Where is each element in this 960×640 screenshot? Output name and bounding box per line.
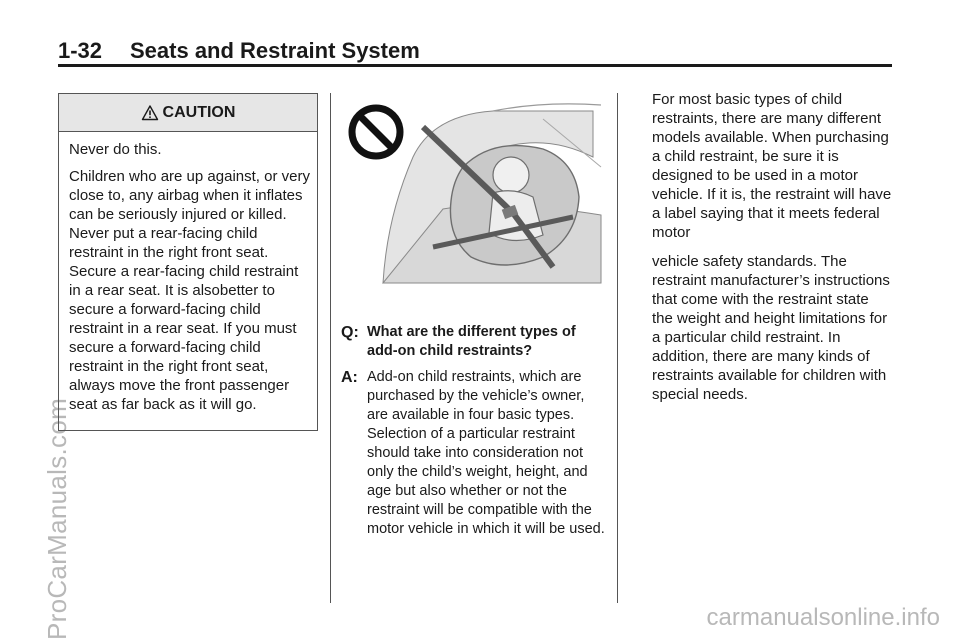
side-watermark: ProCarManuals.com: [42, 397, 72, 640]
page-number: 1-32: [58, 38, 103, 63]
answer-marker: A:: [341, 369, 358, 386]
caution-paragraph: Children who are up against, or very close to, any airbag when it inflates can be seriously injured or killed. Never put a rear-facing child restraint in the right front seat. Secure a rear-facing child restraint in a rear seat. It is alsobetter to secure a forward-facing child restraint in a rear seat. If you must secure a forward-facing child restraint in the right front seat, always move the front passenger seat as far back as it will go.: [69, 168, 310, 413]
caution-paragraph: Never do this.: [69, 141, 162, 158]
answer-text: Add-on child restraints, which are purchased by the vehicle’s owner, are available in four basic types. Selection of a particular restraint should take into consideration not only the child’s weight, height, and age but also whether or not the restraint will be compatible with the motor vehicle in which it will be used.: [367, 369, 605, 537]
caution-title: CAUTION: [162, 103, 236, 121]
caution-header: [59, 94, 317, 132]
question-block: [341, 323, 609, 361]
question-text: What are the different types of add-on child restraints?: [367, 324, 576, 359]
body-paragraph: vehicle safety standards. The restraint manufacturer’s instructions that come with the restraint state the weight and height limitations for a particular child restraint. In addition, there are many kinds of restraints available for children with special needs.: [652, 253, 890, 403]
caution-box: [58, 93, 318, 431]
column-divider: [617, 93, 618, 603]
caution-body: [59, 132, 317, 414]
column-divider: [330, 93, 331, 603]
prohibited-icon: [347, 103, 405, 166]
answer-block: [341, 368, 609, 539]
section-title: Seats and Restraint System: [130, 38, 420, 63]
warning-triangle-icon: [141, 104, 159, 122]
header-rule: [58, 64, 892, 67]
question-marker: Q:: [341, 324, 359, 341]
body-paragraph: For most basic types of child restraints, there are many different models available. When purchasing a child restraint, be sure it is designed to be used in a motor vehicle. If it is, the restraint will have a label saying that it meets federal motor: [652, 91, 892, 241]
bottom-watermark: carmanualsonline.info: [706, 604, 940, 631]
right-column: [652, 90, 892, 414]
child-seat-illustration: [343, 97, 605, 289]
